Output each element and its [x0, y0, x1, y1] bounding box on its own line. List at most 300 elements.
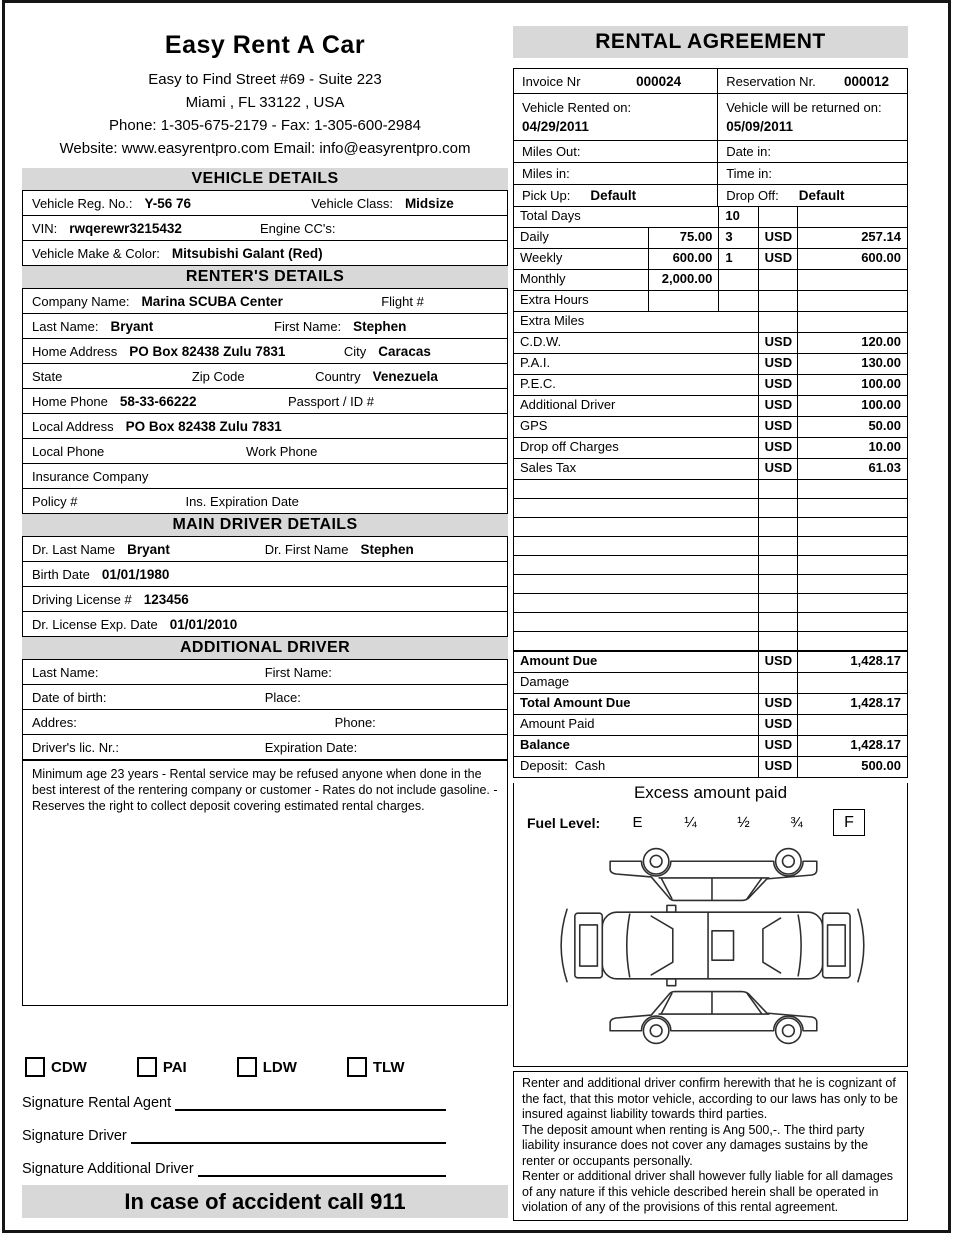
field-birth-date — [23, 562, 507, 586]
field-addres — [23, 710, 326, 734]
field-label: Insurance Company — [32, 468, 149, 484]
cell-label: Drop off Charges — [520, 439, 619, 454]
cell-value: 600.00 — [648, 249, 719, 269]
field-last-name — [23, 314, 265, 338]
info-cell-miles-in — [514, 163, 717, 184]
cell-label — [514, 613, 758, 631]
field-last-name — [23, 660, 256, 684]
coverage-option-ldw — [237, 1057, 297, 1077]
left-form-stack — [22, 168, 508, 1218]
info-label: Vehicle will be returned on: — [726, 100, 882, 115]
fuel-level-label: Fuel Level: — [527, 814, 601, 831]
info-row — [514, 140, 907, 162]
info-label: Drop Off: — [726, 188, 779, 203]
field-label: Date of birth: — [32, 689, 107, 705]
left-form — [22, 168, 508, 760]
table-row-total-days — [514, 206, 907, 227]
cell-value: USD — [758, 417, 797, 437]
field-label: Last Name: — [32, 318, 99, 334]
form-row — [22, 389, 508, 414]
table-row-empty — [514, 498, 907, 517]
field-value: Caracas — [378, 343, 431, 359]
cell-value — [797, 499, 907, 517]
cell-value — [797, 673, 907, 693]
field-value: Mitsubishi Galant (Red) — [171, 245, 323, 261]
field-value: Bryant — [110, 318, 154, 334]
rental-agreement-table — [513, 68, 908, 778]
field-local-phone — [23, 439, 237, 463]
cell-label: Daily — [520, 229, 549, 244]
field-label: Last Name: — [32, 664, 99, 680]
form-row — [22, 314, 508, 339]
field-driving-license — [23, 587, 507, 611]
form-row — [22, 562, 508, 587]
cell-label — [514, 537, 758, 555]
form-section-vehicle-details — [22, 190, 508, 266]
field-label: Flight # — [381, 293, 424, 309]
field-label: Work Phone — [246, 443, 318, 459]
fuel-option-blank: ¾ — [790, 814, 803, 831]
form-row — [22, 339, 508, 364]
cell-value: 257.14 — [797, 228, 907, 248]
checkbox-pai[interactable] — [137, 1057, 157, 1077]
field-passport-id — [279, 389, 507, 413]
form-row — [22, 735, 508, 760]
field-vehicle-reg-no — [23, 191, 302, 215]
form-row — [22, 612, 508, 637]
field-value: 58-33-66222 — [119, 393, 197, 409]
field-label: Ins. Expiration Date — [185, 493, 299, 509]
info-cell-drop-off — [717, 185, 907, 206]
field-label: Passport / ID # — [287, 393, 374, 409]
cell-value — [758, 673, 797, 693]
info-label: Vehicle Rented on: — [522, 100, 632, 115]
field-first-name — [256, 660, 507, 684]
cell-label: Balance — [520, 737, 570, 752]
company-address-line2: Miami , FL 33122 , USA — [185, 94, 345, 111]
info-row — [514, 93, 907, 140]
form-row — [22, 464, 508, 489]
field-value: rwqerewr3215432 — [69, 220, 182, 236]
info-label: Reservation Nr. — [726, 73, 816, 89]
cell-value — [758, 518, 797, 536]
field-label: Vehicle Reg. No.: — [32, 195, 133, 211]
cell-label — [514, 518, 758, 536]
field-label: Home Phone — [32, 393, 108, 409]
cell-label: Amount Paid — [520, 716, 595, 731]
cell-label: Total Days — [520, 208, 581, 223]
form-row — [22, 216, 508, 241]
field-driver-s-lic-nr — [23, 735, 256, 759]
field-label: Dr. First Name — [264, 541, 349, 557]
form-section-additional-driver — [22, 659, 508, 760]
company-name: Easy Rent A Car — [164, 31, 366, 59]
cell-label: GPS — [520, 418, 548, 433]
info-label: Miles Out: — [522, 144, 581, 159]
info-row — [514, 184, 907, 206]
cell-value: USD — [758, 249, 797, 269]
field-label: Engine CC's: — [260, 220, 336, 236]
field-label: Company Name: — [32, 293, 130, 309]
checkbox-label: PAI — [162, 1058, 187, 1076]
section-banner-additional-driver: ADDITIONAL DRIVER — [22, 637, 508, 659]
cell-value: 61.03 — [797, 459, 907, 479]
legal-paragraph: Renter or additional driver shall however fully liable for all damages of any nature if this vehicle described herein shall be operated in violation of any of the provisions of this rental agreement. — [522, 1169, 894, 1214]
form-row — [22, 364, 508, 389]
field-local-address — [23, 414, 507, 438]
cell-label: P.A.I. — [520, 355, 551, 370]
field-label: Dr. License Exp. Date — [32, 616, 158, 632]
form-section-renter-s-details — [22, 288, 508, 514]
cell-value: 2,000.00 — [648, 270, 719, 290]
excess-amount-box — [513, 783, 908, 1067]
cell-value — [797, 632, 907, 650]
company-phone-fax: Phone: 1-305-675-2179 - Fax: 1-305-600-2984 — [109, 117, 421, 134]
cell-value — [758, 291, 797, 311]
cell-value: 1,428.17 — [797, 736, 907, 756]
cell-value — [758, 207, 797, 227]
signature-label: Signature Additional Driver — [22, 1161, 194, 1177]
coverage-option-pai — [137, 1057, 187, 1077]
table-row-empty — [514, 612, 907, 631]
checkbox-label: CDW — [51, 1058, 87, 1076]
info-cell-time-in — [717, 163, 907, 184]
field-label: Local Phone — [32, 443, 105, 459]
info-label: Miles in: — [522, 166, 570, 181]
field-dr-last-name — [23, 537, 256, 561]
field-city — [335, 339, 507, 363]
cell-value — [797, 312, 907, 332]
section-banner-main-driver-details: MAIN DRIVER DETAILS — [22, 514, 508, 536]
cell-value: 100.00 — [797, 396, 907, 416]
field-home-phone — [23, 389, 279, 413]
cell-value: USD — [758, 736, 797, 756]
cell-value — [758, 556, 797, 574]
cell-label: Amount Due — [520, 653, 598, 668]
table-row-amount-paid — [514, 714, 907, 735]
cell-label — [514, 480, 758, 498]
cell-value — [797, 715, 907, 735]
company-web-email: Website: www.easyrentpro.com Email: info@easyrentpro.com — [59, 140, 471, 157]
field-policy — [23, 489, 176, 513]
field-value: 01/01/1980 — [101, 566, 170, 582]
cell-value — [758, 613, 797, 631]
cell-label: Extra Hours — [520, 292, 589, 307]
cell-value: 130.00 — [797, 354, 907, 374]
info-row — [514, 162, 907, 184]
cell-value — [718, 270, 757, 290]
checkbox-label: LDW — [262, 1058, 297, 1076]
signature-line[interactable] — [131, 1142, 446, 1144]
cell-value — [758, 632, 797, 650]
field-label: Home Address — [32, 343, 118, 359]
cell-value — [758, 537, 797, 555]
cell-label: Weekly — [520, 250, 563, 265]
table-row-daily — [514, 227, 907, 248]
page-frame — [2, 0, 951, 1233]
info-value: Default — [590, 188, 637, 203]
cell-value: USD — [758, 652, 797, 672]
field-label: Driving License # — [32, 591, 132, 607]
info-cell-reservation-nr — [717, 69, 907, 93]
field-phone — [326, 710, 507, 734]
signature-row-signature-additional-driver — [22, 1157, 446, 1177]
cell-value: USD — [758, 757, 797, 777]
field-country — [306, 364, 507, 388]
car-side-view-bottom — [610, 992, 817, 1044]
cell-value: 100.00 — [797, 375, 907, 395]
field-label: Addres: — [32, 714, 77, 730]
cell-value — [797, 613, 907, 631]
signature-label: Signature Driver — [22, 1128, 127, 1144]
cell-value — [797, 480, 907, 498]
table-row-empty — [514, 631, 907, 650]
table-row-extra-miles — [514, 311, 907, 332]
table-row-drop-off-charges — [514, 437, 907, 458]
cell-value — [797, 291, 907, 311]
field-flight — [372, 289, 507, 313]
field-label: Local Address — [32, 418, 114, 434]
legal-terms-box — [513, 1071, 908, 1221]
cell-value: USD — [758, 459, 797, 479]
coverage-option-tlw — [347, 1057, 405, 1077]
table-row-p-e-c — [514, 374, 907, 395]
info-cell-invoice-nr — [514, 69, 717, 93]
car-damage-diagram — [520, 840, 902, 1052]
cell-value: USD — [758, 715, 797, 735]
signature-row-signature-driver — [22, 1124, 446, 1144]
field-value: PO Box 82438 Zulu 7831 — [129, 343, 286, 359]
field-label: Policy # — [32, 493, 78, 509]
field-label: First Name: — [264, 664, 332, 680]
form-row — [22, 288, 508, 314]
accident-banner: In case of accident call 911 — [22, 1185, 508, 1218]
table-row-empty — [514, 517, 907, 536]
table-row-empty — [514, 479, 907, 498]
cell-value — [797, 537, 907, 555]
cell-value — [797, 207, 907, 227]
info-label: Date in: — [726, 144, 772, 159]
info-cell-vehicle-rented-on — [514, 94, 717, 140]
terms-note-box: Minimum age 23 years - Rental service may be refused anyone when done in the best interest of the rentering company or customer - Rates do not include gasoline. - Reserves the right to collect deposit covering estimated rental charges. — [22, 760, 508, 1006]
cell-label — [514, 632, 758, 650]
cell-value: USD — [758, 354, 797, 374]
field-vehicle-make-color — [23, 241, 507, 265]
checkbox-ldw[interactable] — [237, 1057, 257, 1077]
cell-value: 10.00 — [797, 438, 907, 458]
rental-agreement-title: RENTAL AGREEMENT — [513, 26, 908, 58]
cell-label: P.E.C. — [520, 376, 556, 391]
coverage-option-cdw — [25, 1057, 87, 1077]
field-label: Zip Code — [191, 368, 245, 384]
cell-label: Deposit: Cash — [520, 758, 606, 773]
cell-label — [514, 499, 758, 517]
cell-value: 600.00 — [797, 249, 907, 269]
field-vehicle-class — [302, 191, 507, 215]
section-banner-vehicle-details: VEHICLE DETAILS — [22, 168, 508, 190]
cell-value — [758, 575, 797, 593]
fuel-option-blank: ½ — [737, 814, 750, 831]
table-row-additional-driver — [514, 395, 907, 416]
field-label: First Name: — [274, 318, 342, 334]
signature-label: Signature Rental Agent — [22, 1095, 172, 1111]
table-row-empty — [514, 593, 907, 612]
table-row-empty — [514, 574, 907, 593]
cell-value: USD — [758, 438, 797, 458]
cell-value — [797, 594, 907, 612]
info-label: Pick Up: — [522, 188, 571, 203]
table-row-empty — [514, 536, 907, 555]
form-row — [22, 241, 508, 266]
cell-value — [797, 575, 907, 593]
cell-label: Sales Tax — [520, 460, 577, 475]
field-value: Y-56 76 — [144, 195, 191, 211]
fuel-option-e: E — [632, 814, 643, 831]
field-label: Country — [315, 368, 361, 384]
field-expiration-date — [256, 735, 507, 759]
field-label: City — [343, 343, 367, 359]
field-value: PO Box 82438 Zulu 7831 — [125, 418, 282, 434]
field-ins-expiration-date — [176, 489, 507, 513]
field-label: Birth Date — [32, 566, 90, 582]
field-label: VIN: — [32, 220, 58, 236]
left-column — [22, 3, 508, 1230]
form-row — [22, 587, 508, 612]
right-column — [513, 26, 908, 1221]
cell-label: Extra Miles — [520, 313, 585, 328]
form-row — [22, 685, 508, 710]
car-end-view-right — [822, 909, 863, 981]
excess-title: Excess amount paid — [633, 783, 788, 802]
signature-line[interactable] — [175, 1109, 446, 1111]
field-state — [23, 364, 183, 388]
cell-label — [514, 594, 758, 612]
field-value: Marina SCUBA Center — [141, 293, 283, 309]
cell-value: 50.00 — [797, 417, 907, 437]
cell-value — [758, 270, 797, 290]
field-first-name — [265, 314, 507, 338]
cell-label — [514, 556, 758, 574]
info-cell-vehicle-will-be-returned-on — [717, 94, 907, 140]
cell-value: 120.00 — [797, 333, 907, 353]
field-date-of-birth — [23, 685, 256, 709]
cell-value: USD — [758, 228, 797, 248]
info-label: Invoice Nr — [522, 73, 581, 89]
form-row — [22, 439, 508, 464]
fuel-option-blank: ¼ — [684, 814, 697, 831]
table-row-monthly — [514, 269, 907, 290]
field-label: Expiration Date: — [264, 739, 358, 755]
field-zip-code — [183, 364, 306, 388]
cell-label: Total Amount Due — [520, 695, 631, 710]
field-label: Dr. Last Name — [32, 541, 116, 557]
field-label: Phone: — [334, 714, 376, 730]
field-value: Stephen — [360, 541, 414, 557]
form-row — [22, 659, 508, 685]
company-address-line1: Easy to Find Street #69 - Suite 223 — [148, 71, 382, 88]
cell-label: Additional Driver — [520, 397, 616, 412]
signature-section — [22, 1091, 508, 1177]
field-value: Venezuela — [372, 368, 438, 384]
form-row — [22, 710, 508, 735]
signature-row-signature-rental-agent — [22, 1091, 446, 1111]
form-row — [22, 190, 508, 216]
cell-value — [718, 291, 757, 311]
form-row — [22, 489, 508, 514]
table-row-total-amount-due — [514, 693, 907, 714]
car-side-view-top — [610, 849, 817, 901]
table-row-gps — [514, 416, 907, 437]
field-value: Stephen — [353, 318, 407, 334]
signature-line[interactable] — [198, 1175, 446, 1177]
checkbox-tlw[interactable] — [347, 1057, 367, 1077]
fuel-level-row — [514, 809, 907, 836]
cell-value: USD — [758, 333, 797, 353]
cell-value — [797, 518, 907, 536]
cell-value — [797, 556, 907, 574]
field-place — [256, 685, 507, 709]
cell-value: 1 — [718, 249, 757, 269]
info-cell-date-in — [717, 141, 907, 162]
cell-value: USD — [758, 694, 797, 714]
car-end-view-left — [561, 909, 602, 981]
field-insurance-company — [23, 464, 507, 488]
cell-label: C.D.W. — [520, 334, 562, 349]
cell-label — [514, 575, 758, 593]
info-row — [514, 69, 907, 93]
table-row-sales-tax — [514, 458, 907, 479]
cell-label: Damage — [520, 674, 570, 689]
cell-value: 10 — [718, 207, 757, 227]
field-vin — [23, 216, 251, 240]
legal-paragraph: Renter and additional driver confirm herewith that he is cognizant of the fact, that this motor vehicle, according to our laws has only to be insured against liability towards third parties. — [522, 1076, 898, 1121]
cell-label: Monthly — [520, 271, 566, 286]
checkbox-cdw[interactable] — [25, 1057, 45, 1077]
company-header — [22, 31, 508, 160]
field-home-address — [23, 339, 335, 363]
table-row-extra-hours — [514, 290, 907, 311]
cell-value: 1,428.17 — [797, 652, 907, 672]
cell-value — [758, 594, 797, 612]
field-value: 123456 — [143, 591, 189, 607]
legal-paragraph: The deposit amount when renting is Ang 500,-. The third party liability insurance does not cover any damages sustains by the renter or occupants personally. — [522, 1122, 869, 1168]
info-value: Default — [798, 188, 845, 203]
table-row-damage — [514, 672, 907, 693]
form-section-main-driver-details — [22, 536, 508, 637]
field-engine-cc-s — [251, 216, 507, 240]
field-value: Midsize — [404, 195, 454, 211]
info-value: 04/29/2011 — [522, 119, 589, 134]
table-row-balance — [514, 735, 907, 756]
field-label: Place: — [264, 689, 301, 705]
cell-value — [797, 270, 907, 290]
info-value: 05/09/2011 — [726, 119, 794, 134]
table-row-c-d-w — [514, 332, 907, 353]
field-label: Vehicle Class: — [311, 195, 393, 211]
table-row-amount-due — [514, 650, 907, 672]
field-value: 01/01/2010 — [169, 616, 238, 632]
field-label: Driver's lic. Nr.: — [32, 739, 119, 755]
field-company-name — [23, 289, 372, 313]
table-row-empty — [514, 555, 907, 574]
table-row-p-a-i — [514, 353, 907, 374]
info-cell-pick-up — [514, 185, 717, 206]
cell-value — [758, 480, 797, 498]
info-value: 000024 — [636, 73, 682, 89]
field-work-phone — [237, 439, 507, 463]
field-label: State — [32, 368, 63, 384]
checkbox-label: TLW — [372, 1058, 405, 1076]
